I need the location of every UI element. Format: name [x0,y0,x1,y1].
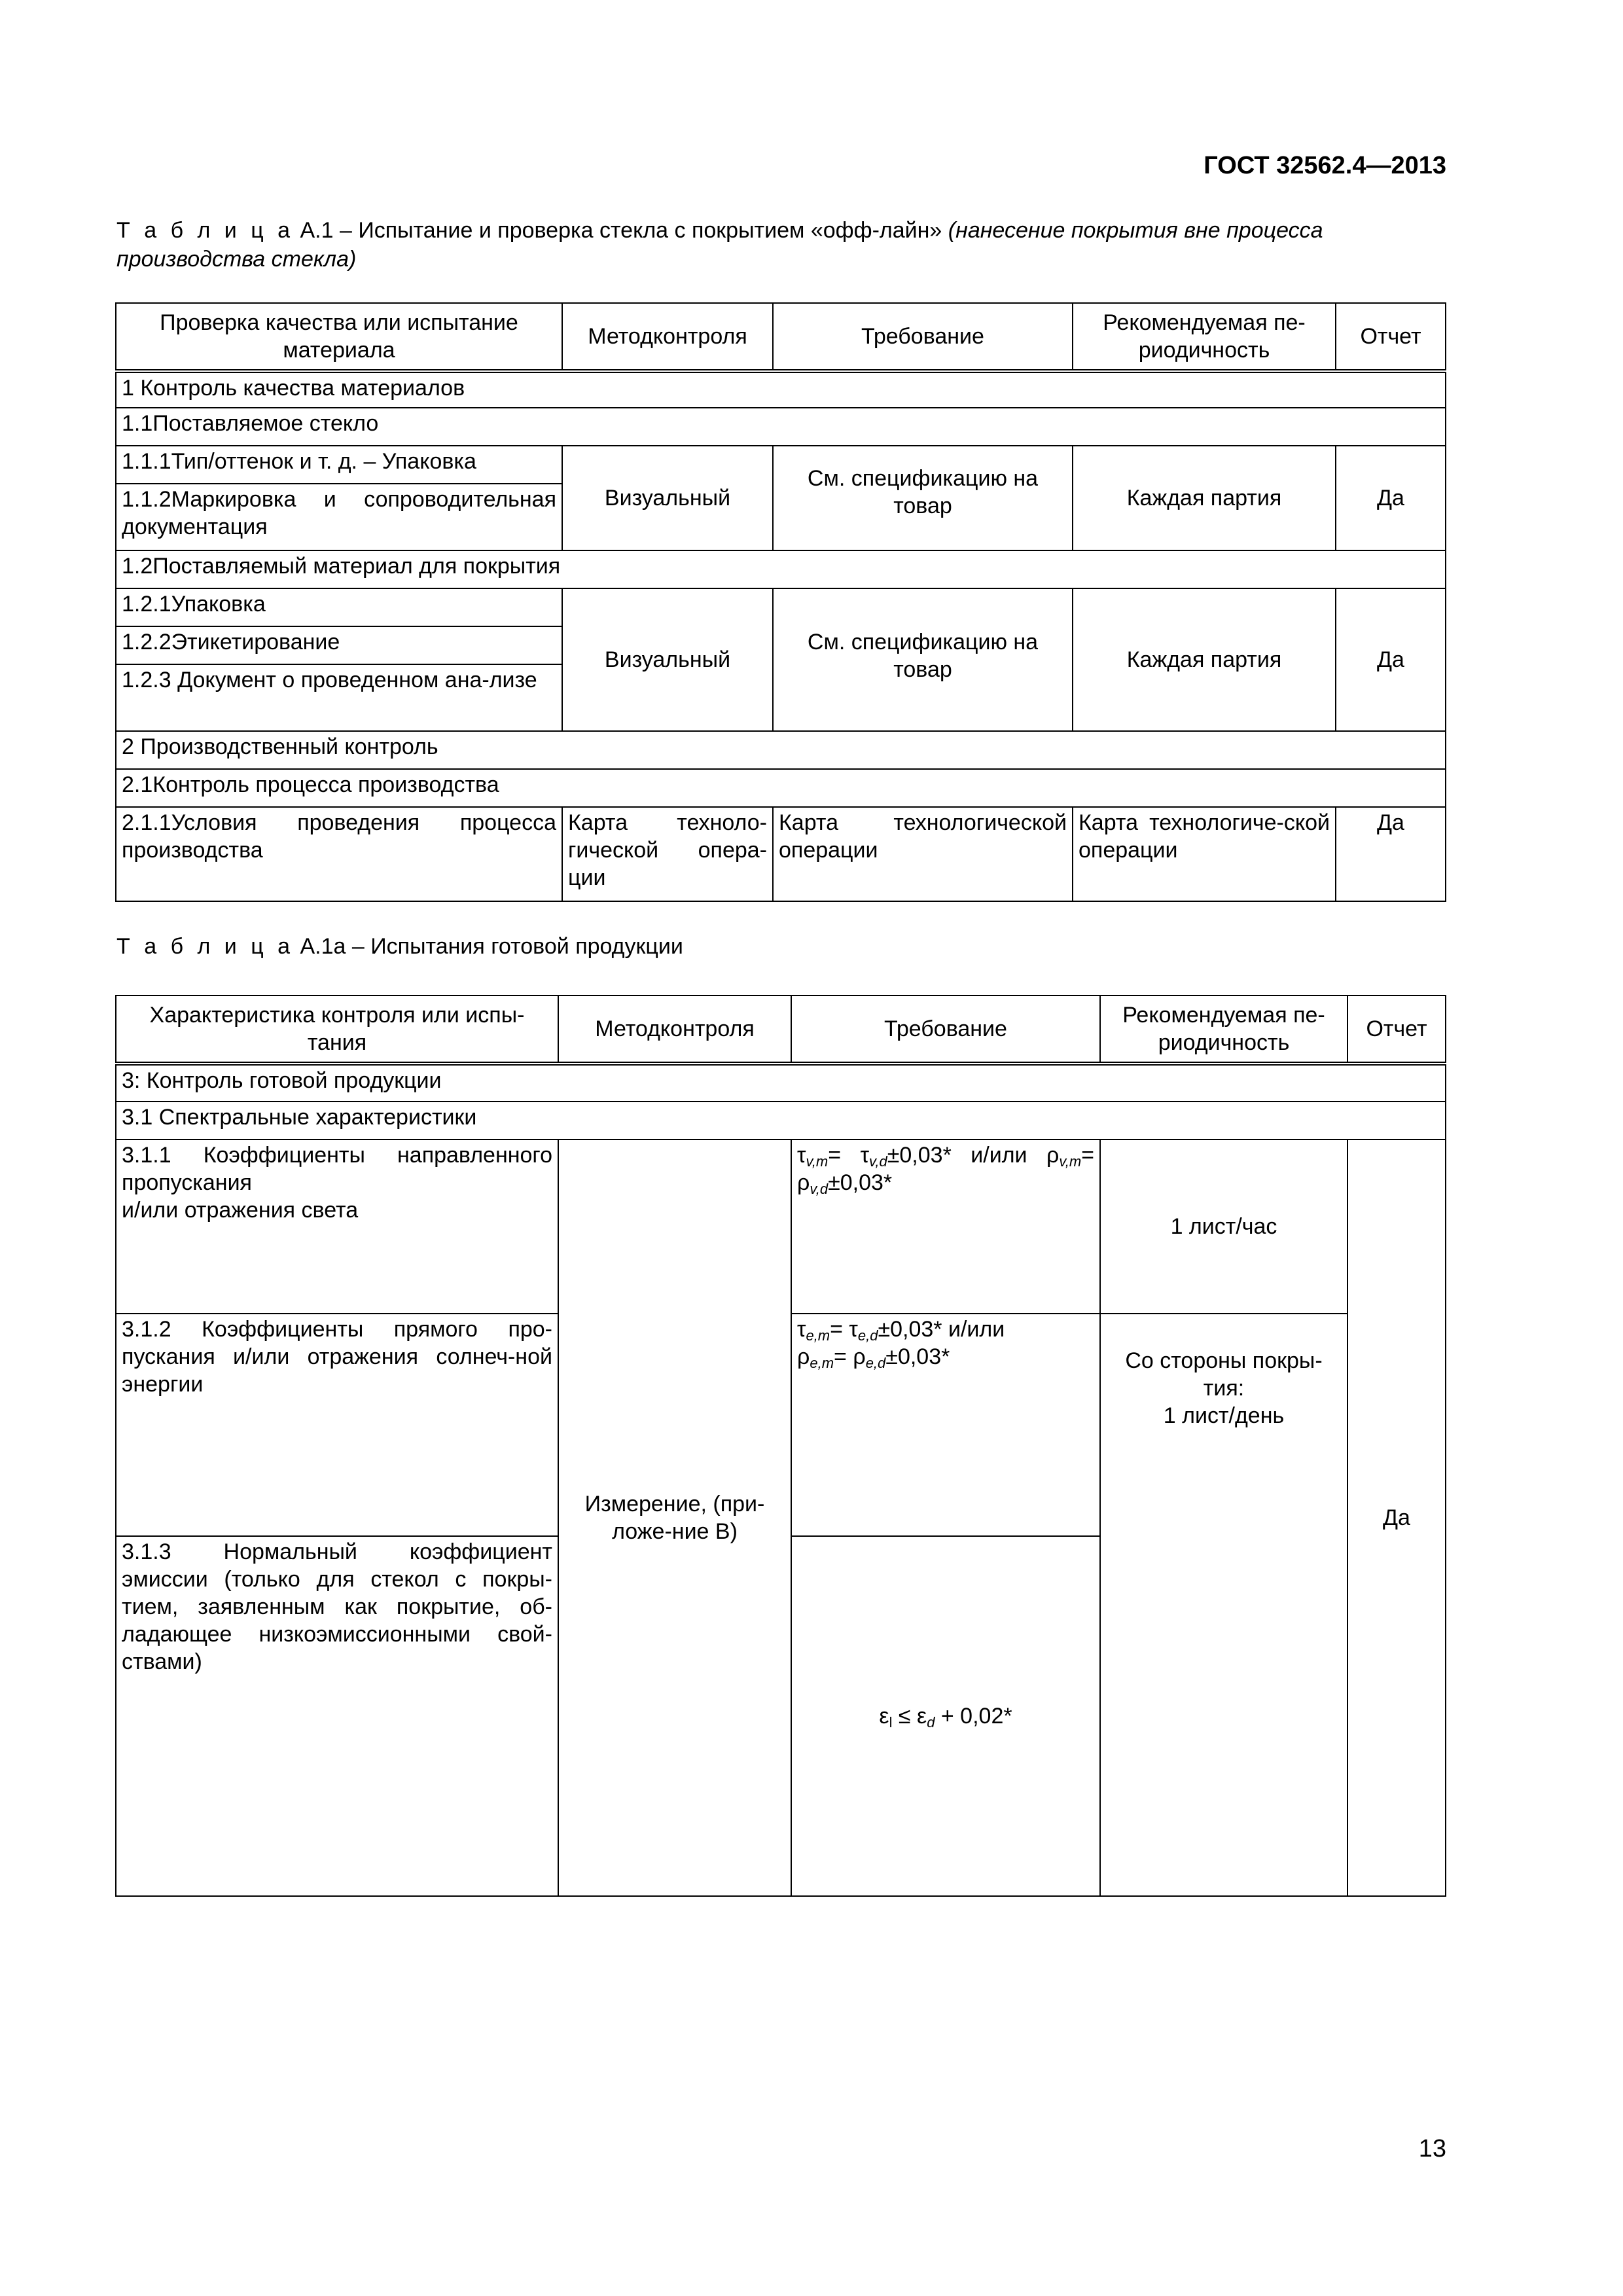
row-label: 3.1.1 Коэффициенты направленного пропускания и/или отражения света [116,1139,558,1314]
table2-caption [116,932,683,961]
page-number: 13 [1418,2135,1446,2162]
requirement-cell: См. спецификацию на товар [773,446,1073,550]
header-cell: Проверка качества или испытание материала [116,303,562,371]
periodicity-cell: 1 лист/час [1100,1139,1347,1314]
row-label: 1.1.1Тип/оттенок и т. д. – Упаковка [116,446,562,484]
caption-text: А.1а – Испытания готовой продукции [294,934,683,959]
method-cell: Визуальный [562,588,773,731]
table-row [116,446,1446,484]
row-label: 1.2.3 Документ о проведенном ана-лизе [116,664,562,731]
report-cell: Да [1336,807,1446,901]
section-row [116,731,1446,769]
table-header-row [116,303,1446,371]
section-row [116,408,1446,446]
row-label: 2.1.1Условия проведения процесса производства [116,807,562,901]
header-cell: Требование [791,996,1100,1064]
periodicity-cell: Карта технологиче-ской операции [1073,807,1336,901]
requirement-cell: $\tau_{e,m}= \tau_{e,d}\pm 0,03*$ и/или $\rho_{e,m}= \rho_{e,d}\pm 0,03*$ [791,1314,1100,1536]
table-row [116,588,1446,626]
row-label: 1.2.2Этикетирование [116,626,562,664]
table-row [116,1139,1446,1314]
header-cell: Отчет [1347,996,1446,1064]
method-cell: Карта техноло-гической опера-ции [562,807,773,901]
table-a1 [115,302,1446,902]
method-cell: Измерение, (при-ложе-ние В) [558,1139,791,1896]
section-row [116,769,1446,807]
table-header-row [116,996,1446,1064]
header-cell: Методконтроля [562,303,773,371]
section-title: 1.1Поставляемое стекло [116,408,1446,446]
section-title: 3: Контроль готовой продукции [116,1064,1446,1102]
caption-italic: (нанесение покрытия вне процесса производства стекла) [116,218,1323,272]
section-title: 1 Контроль качества материалов [116,371,1446,408]
report-cell: Да [1336,588,1446,731]
header-cell: Рекомендуемая пе-риодичность [1073,303,1336,371]
header-cell: Характеристика контроля или испы-тания [116,996,558,1064]
header-cell: Рекомендуемая пе-риодичность [1100,996,1347,1064]
section-title: 2 Производственный контроль [116,731,1446,769]
periodicity-cell: Каждая партия [1073,446,1336,550]
table1-caption [116,216,1445,274]
header-cell: Требование [773,303,1073,371]
section-row [116,371,1446,408]
section-title: 2.1Контроль процесса производства [116,769,1446,807]
requirement-cell: См. спецификацию на товар [773,588,1073,731]
section-row [116,550,1446,588]
section-row [116,1064,1446,1102]
row-label: 1.2.1Упаковка [116,588,562,626]
requirement-cell: $\tau_{v,m}= \tau_{v,d}\pm 0,03*$ и/или $\rho_{v,m}= \rho_{v,d}\pm 0,03*$ [791,1139,1100,1314]
method-cell: Визуальный [562,446,773,550]
header-cell: Методконтроля [558,996,791,1064]
report-cell: Да [1336,446,1446,550]
section-title: 1.2Поставляемый материал для покрытия [116,550,1446,588]
table-row [116,807,1446,901]
requirement-cell: $\varepsilon_l \le \varepsilon_d + 0,02*$ [791,1536,1100,1896]
row-label: 3.1.2 Коэффициенты прямого про-пускания и/или отражения солнеч-ной энергии [116,1314,558,1536]
table-a1a [115,995,1446,1897]
caption-label: Т а б л и ц а [116,218,294,243]
requirement-cell: Карта технологической операции [773,807,1073,901]
row-label: 3.1.3 Нормальный коэффициент эмиссии (только для стекол с покры-тием, заявленным как покрытие, об-ладающее низкоэмиссионными свой-ствами) [116,1536,558,1896]
row-label: 1.1.2Маркировка и сопроводительная документация [116,484,562,550]
header-cell: Отчет [1336,303,1446,371]
caption-label: Т а б л и ц а [116,934,294,959]
report-cell: Да [1347,1139,1446,1896]
periodicity-cell: Каждая партия [1073,588,1336,731]
document-id: ГОСТ 32562.4—2013 [1204,152,1446,179]
caption-text: А.1 – Испытание и проверка стекла с покрытием «офф-лайн» [294,218,948,243]
section-title: 3.1 Спектральные характеристики [116,1102,1446,1139]
periodicity-cell: Со стороны покры-тия: 1 лист/день [1100,1314,1347,1896]
section-row [116,1102,1446,1139]
